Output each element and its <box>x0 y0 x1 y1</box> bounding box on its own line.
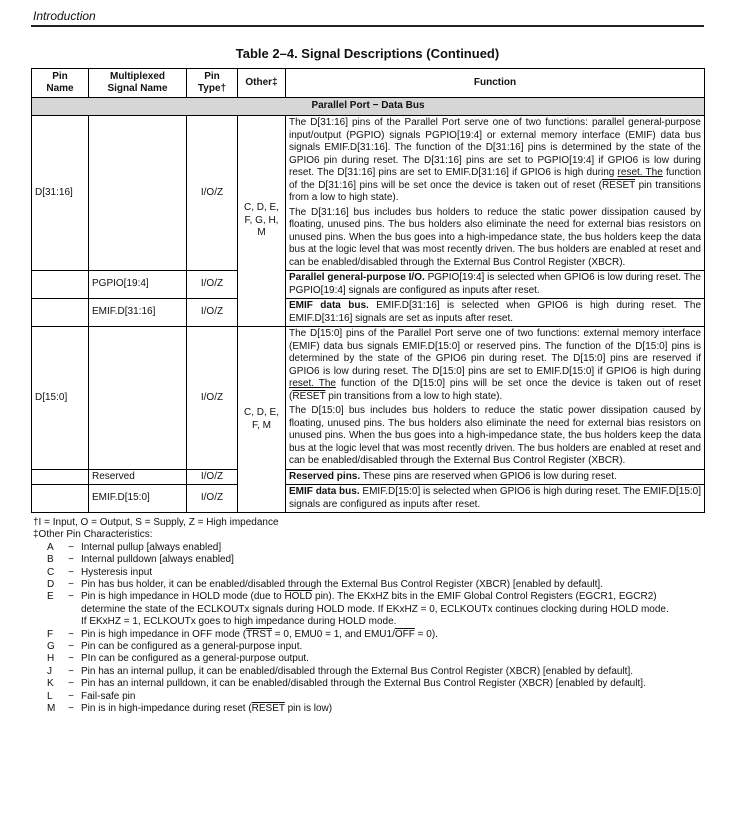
section-row <box>32 98 705 116</box>
mux-name-cell: EMIF.D[15:0] <box>89 485 187 513</box>
legend-text: Fail-safe pin <box>81 690 136 702</box>
function-paragraph: The D[31:16] bus includes bus holders to reduce the static power dissipation caused by floating, unused pins. The bus holders also eliminate the need for external bias resistors on unused pins. When the bus goes into a high-impedance state, the bus holders keep the data bus at the logic level that was most recently driven. The bus holders are enabled at reset and can be enabled/disabled through the External Bus Control Register (XBCR). <box>289 206 701 268</box>
table-row <box>32 116 705 271</box>
col-header-mux-name <box>89 69 187 98</box>
pin-name-cell <box>32 271 89 299</box>
legend-text <box>81 591 713 628</box>
legend-letter: K <box>47 678 54 690</box>
legend-item <box>33 567 713 579</box>
legend-dash: − <box>68 653 74 665</box>
text-run: The D[15:0] pins of the Parallel Port serve one of two functions: external memory interface (EMIF) data bus signals EMIF.D[15:0] or reserved pins. The function of the D[15:0] pins is determined by the state of the GPIO6 pin during reset. The D[15:0] pins are reserved if GPIO6 is low during reset. The D[15:0] pins are set to EMIF.D[15:0] if GPIO6 is high during <box>289 328 701 377</box>
col-header-pin-name <box>32 69 89 98</box>
table-title: Table 2–4. Signal Descriptions (Continued) <box>235 46 500 61</box>
legend-letter: B <box>47 554 54 566</box>
other-cell <box>238 116 286 327</box>
section-header: Introduction <box>33 9 96 23</box>
function-cell <box>286 327 705 470</box>
other-line: F, G, H, <box>244 214 279 226</box>
table-row <box>32 469 705 485</box>
legend-letter: G <box>47 641 55 653</box>
pin-name-cell <box>32 485 89 513</box>
legend-item <box>33 629 713 641</box>
legend-text: PIn can be configured as a general-purpose output. <box>81 653 309 665</box>
legend-letter: C <box>47 566 55 578</box>
other-line: C, D, E, <box>243 407 279 418</box>
table-row <box>32 271 705 299</box>
text-run: function of the D[15:0] pins will be set once the device is taken out of reset ( <box>289 378 701 402</box>
header-rule <box>31 25 704 27</box>
pin-type-cell: I/O/Z <box>187 271 238 299</box>
legend-dash: − <box>68 541 74 553</box>
other-line: F, M <box>252 419 271 431</box>
legend-dash: − <box>68 703 74 715</box>
col-header-function: Function <box>286 69 705 98</box>
text-run: Pin is high impedance in HOLD mode (due to <box>81 591 285 603</box>
function-cell <box>286 299 705 327</box>
legend-dash: − <box>68 591 74 603</box>
legend-letter: L <box>47 690 53 702</box>
text-run: function of the D[31:16] pins will be set once the device is taken out of reset ( <box>289 167 702 191</box>
pin-type-cell: I/O/Z <box>187 327 238 470</box>
legend-item <box>33 591 713 628</box>
legend-item <box>33 678 713 690</box>
text-run: Reserved pins. <box>289 470 361 482</box>
text-run: pin transitions from a low to high state). <box>325 390 503 402</box>
legend-item <box>33 542 713 554</box>
function-cell <box>286 469 705 485</box>
mux-name-cell <box>89 116 187 271</box>
legend-text: Pin has an internal pulldown, it can be enabled/disabled through the External Bus Control Register (XBCR) [enabled by default]. <box>81 678 646 690</box>
legend-letter: E <box>47 591 54 603</box>
legend-dash: − <box>68 579 74 591</box>
text-run: RESET <box>292 390 326 402</box>
col-header-text: Pin <box>204 71 220 82</box>
text-run: Pin is high impedance in OFF mode ( <box>81 628 247 640</box>
col-header-text: Type† <box>197 83 227 94</box>
pin-name-cell: D[15:0] <box>32 327 89 470</box>
legend-text <box>81 703 713 715</box>
table-row <box>32 485 705 513</box>
pin-type-cell: I/O/Z <box>187 116 238 271</box>
function-cell <box>286 116 705 271</box>
col-header-text: Pin <box>52 71 68 82</box>
table-header-row <box>32 69 705 98</box>
col-header-pin-type <box>187 69 238 98</box>
legend-item <box>33 653 713 665</box>
legend-dash: − <box>68 690 74 702</box>
text-run: reset. The <box>289 378 336 389</box>
text-run: pin). The EKxHZ bits in the EMIF Global Control Registers (EGCR1, EGCR2) <box>312 591 657 603</box>
footnotes <box>33 517 713 716</box>
text-run: If EKxHZ = 1, ECLKOUTx goes to high impedance during HOLD mode. <box>81 616 397 628</box>
footnote-dagger: †I = Input, O = Output, S = Supply, Z = High impedance <box>33 517 279 528</box>
mux-name-cell: Reserved <box>89 469 187 485</box>
text-run: The D[31:16] pins of the Parallel Port serve one of two functions: parallel general-purpose input/output (PGPIO) signals PGPIO[19:4] or external memory interface (EMIF) data bus signals EMIF.D[31:16]. The function of the D[31:16] pins is determined by the state of the GPIO6 pin during reset. The D[31:16] pins are set to PGPIO[19:4] if GPIO6 is low during reset. The D[31:16] pins are set to EMIF.D[31:16] if GPIO6 is high during <box>289 117 701 178</box>
legend-item <box>33 691 713 703</box>
mux-name-cell <box>89 327 187 470</box>
text-run: EMIF data bus. <box>289 300 369 311</box>
col-header-text: Signal Name <box>107 83 168 94</box>
pin-name-cell: D[31:16] <box>32 116 89 271</box>
col-header-other: Other‡ <box>238 69 286 98</box>
legend-letter: F <box>47 628 54 640</box>
text-run: TRST <box>246 628 273 640</box>
text-run: Pin is in high-impedance during reset ( <box>81 703 252 715</box>
pin-name-cell <box>32 469 89 485</box>
text-run: These pins are reserved when GPIO6 is low during reset. <box>360 470 617 482</box>
legend-text: Pin can be configured as a general-purpose input. <box>81 641 303 653</box>
table-row <box>32 299 705 327</box>
legend-text <box>81 629 713 641</box>
legend-text: Pin has bus holder, it can be enabled/disabled through the External Bus Control Register (XBCR) [enabled by default]. <box>81 579 603 591</box>
legend-dash: − <box>68 641 74 653</box>
text-run: = 0, EMU0 = 1, and EMU1/ <box>272 628 395 640</box>
legend-item <box>33 703 713 715</box>
mux-name-cell: EMIF.D[31:16] <box>89 299 187 327</box>
text-run: $\overline{OFF}$ <box>394 628 415 640</box>
function-paragraph <box>289 117 701 205</box>
legend-text: Internal pulldown [always enabled] <box>81 554 234 566</box>
col-header-text: Name <box>46 83 74 94</box>
table-row <box>32 327 705 470</box>
pin-type-cell: I/O/Z <box>187 469 238 485</box>
function-cell <box>286 271 705 299</box>
legend-item <box>33 554 713 566</box>
legend-text: Hysteresis input <box>81 566 153 578</box>
legend-item <box>33 641 713 653</box>
col-header-text: Multiplexed <box>109 71 165 82</box>
mux-name-cell: PGPIO[19:4] <box>89 271 187 299</box>
function-paragraph <box>289 328 701 403</box>
text-run: RESET <box>251 703 285 715</box>
text-run: EMIF.D[15:0] is selected when GPIO6 is high during reset. The EMIF.D[15:0] signals are configured as inputs after reset. <box>289 486 701 510</box>
text-run: pin is low) <box>284 703 333 715</box>
section-title: Parallel Port − Data Bus <box>32 98 705 116</box>
legend-dash: − <box>68 678 74 690</box>
text-run: RESET <box>601 179 636 191</box>
text-run: Parallel general-purpose I/O. <box>289 272 425 283</box>
text-run: EMIF data bus. <box>289 486 360 497</box>
signal-descriptions-table <box>31 68 705 513</box>
legend-dash: − <box>68 554 74 566</box>
legend-text: Internal pullup [always enabled] <box>81 541 222 553</box>
legend-item <box>33 666 713 678</box>
legend-dash: − <box>68 628 74 640</box>
text-run: = 0). <box>414 628 438 640</box>
legend-letter: D <box>47 579 55 591</box>
text-run: EMIF.D[31:16] is selected when GPIO6 is high during reset. The EMIF.D[31:16] signals are set as inputs after reset. <box>289 300 701 324</box>
pin-type-cell: I/O/Z <box>187 485 238 513</box>
text-run: reset. The <box>617 167 663 178</box>
other-line: M <box>257 227 266 239</box>
pin-type-cell: I/O/Z <box>187 299 238 327</box>
pin-name-cell <box>32 299 89 327</box>
function-cell <box>286 485 705 513</box>
legend-dash: − <box>68 566 74 578</box>
legend-letter: M <box>47 703 56 715</box>
legend-letter: J <box>47 665 52 677</box>
footnote-ddagger: ‡Other Pin Characteristics: <box>33 529 153 541</box>
legend-letter: H <box>47 653 55 665</box>
text-run: determine the state of the ECLKOUTx signals during HOLD mode. If EKxHZ = 0, ECLKOUTx continues clocking during HOLD mode. <box>81 603 669 615</box>
legend-letter: A <box>47 541 54 553</box>
legend-text: Pin has an internal pullup, it can be enabled/disabled through the External Bus Control Register (XBCR) [enabled by default]. <box>81 665 634 677</box>
other-line: C, D, E, <box>243 202 279 214</box>
text-run: HOLD <box>284 591 313 603</box>
legend-dash: − <box>68 665 74 677</box>
text-run: pin transitions from a low to high state). <box>289 179 701 203</box>
function-paragraph: The D[15:0] bus includes bus holders to reduce the static power dissipation caused by floating, unused pins. The bus holders also eliminate the need for external bias resistors on unused pins. When the bus goes into a high-impedance state, the bus holders keep the data bus at the logic level that was most recently driven. The bus holders are enabled at reset and can be enabled/disabled through the External Bus Control Register (XBCR). <box>289 405 701 466</box>
text-run: PGPIO[19:4] is selected when GPIO6 is low during reset. The PGPIO[19:4] signals are configured as inputs after reset. <box>289 272 701 296</box>
other-cell <box>238 327 286 513</box>
legend-item <box>33 579 713 591</box>
